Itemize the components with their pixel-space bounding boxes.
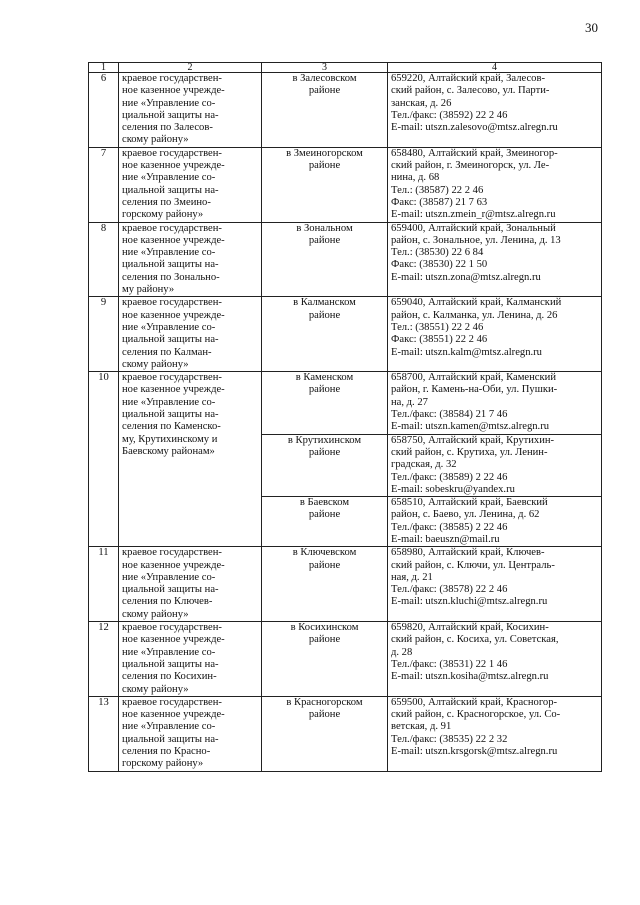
organization-name: краевое государствен- ное казенное учрежде- ние «Управление со- циальной защиты на- селения по Калман- скому району»	[119, 297, 262, 372]
district-name: в Калманском районе	[262, 297, 388, 372]
table-row	[89, 547, 602, 622]
column-header: 3	[262, 63, 388, 73]
organization-name: краевое государствен- ное казенное учрежде- ние «Управление со- циальной защиты на- селения по Змеино- горскому району»	[119, 147, 262, 222]
organization-name: краевое государствен- ное казенное учрежде- ние «Управление со- циальной защиты на- селения по Косихин- скому району»	[119, 622, 262, 697]
contact-address: 658700, Алтайский край, Каменский район, г. Камень-на-Оби, ул. Пушки- на, д. 27 Тел./факс: (38584) 21 7 46 E-mail: utszn.kamen@mtsz.alregn.ru	[388, 372, 602, 434]
row-number: 11	[89, 547, 119, 622]
table-row	[89, 297, 602, 372]
row-number: 10	[89, 372, 119, 547]
row-number: 8	[89, 222, 119, 297]
offices-table	[88, 62, 602, 772]
table-row	[89, 622, 602, 697]
table-header-row	[89, 63, 602, 73]
row-number: 12	[89, 622, 119, 697]
district-name: в Зональном районе	[262, 222, 388, 297]
column-header: 2	[119, 63, 262, 73]
organization-name: краевое государствен- ное казенное учрежде- ние «Управление со- циальной защиты на- селения по Красно- горскому району»	[119, 696, 262, 771]
table-row	[89, 73, 602, 148]
organization-name: краевое государствен- ное казенное учрежде- ние «Управление со- циальной защиты на- селения по Зонально- му району»	[119, 222, 262, 297]
row-number: 9	[89, 297, 119, 372]
row-number: 7	[89, 147, 119, 222]
contact-address: 658510, Алтайский край, Баевский район, с. Баево, ул. Ленина, д. 62 Тел./факс: (38585) 2 22 46 E-mail: baeuszn@mail.ru	[388, 497, 602, 547]
district-name: в Залесовском районе	[262, 73, 388, 148]
table-row	[89, 696, 602, 771]
page-number: 30	[585, 20, 598, 35]
contact-address: 659040, Алтайский край, Калманский район, с. Калманка, ул. Ленина, д. 26 Тел.: (38551) 22 2 46 Факс: (38551) 22 2 46 E-mail: utszn.kalm@mtsz.alregn.ru	[388, 297, 602, 372]
contact-address: 659400, Алтайский край, Зональный район, с. Зональное, ул. Ленина, д. 13 Тел.: (38530) 22 6 84 Факс: (38530) 22 1 50 E-mail: utszn.zona@mtsz.alregn.ru	[388, 222, 602, 297]
organization-name: краевое государствен- ное казенное учрежде- ние «Управление со- циальной защиты на- селения по Каменско- му, Крутихинскому и Баевскому районам»	[119, 372, 262, 547]
organization-name: краевое государствен- ное казенное учрежде- ние «Управление со- циальной защиты на- селения по Ключев- скому району»	[119, 547, 262, 622]
organization-name: краевое государствен- ное казенное учрежде- ние «Управление со- циальной защиты на- селения по Залесов- скому району»	[119, 73, 262, 148]
table-row	[89, 372, 602, 434]
contact-address: 659500, Алтайский край, Красногор- ский район, с. Красногорское, ул. Со- ветская, д. 91 Тел./факс: (38535) 22 2 32 E-mail: utszn.krsgorsk@mtsz.alregn.ru	[388, 696, 602, 771]
district-name: в Змеиногорском районе	[262, 147, 388, 222]
district-name: в Крутихинском районе	[262, 434, 388, 496]
column-header: 1	[89, 63, 119, 73]
contact-address: 658980, Алтайский край, Ключев- ский район, с. Ключи, ул. Централь- ная, д. 21 Тел./факс: (38578) 22 2 46 E-mail: utszn.kluchi@mtsz.alregn.ru	[388, 547, 602, 622]
table-row	[89, 147, 602, 222]
row-number: 13	[89, 696, 119, 771]
row-number: 6	[89, 73, 119, 148]
table-body	[89, 73, 602, 772]
contact-address: 659820, Алтайский край, Косихин- ский район, с. Косиха, ул. Советская, д. 28 Тел./факс: (38531) 22 1 46 E-mail: utszn.kosiha@mtsz.alregn.ru	[388, 622, 602, 697]
column-header: 4	[388, 63, 602, 73]
contact-address: 658750, Алтайский край, Крутихин- ский район, с. Крутиха, ул. Ленин- градская, д. 32 Тел./факс: (38589) 2 22 46 E-mail: sobeskru@yandex.ru	[388, 434, 602, 496]
district-name: в Косихинском районе	[262, 622, 388, 697]
district-name: в Ключевском районе	[262, 547, 388, 622]
contact-address: 658480, Алтайский край, Змеиногор- ский район, г. Змеиногорск, ул. Ле- нина, д. 68 Тел.: (38587) 22 2 46 Факс: (38587) 21 7 63 E-mail: utszn.zmein_r@mtsz.alregn.ru	[388, 147, 602, 222]
district-name: в Баевском районе	[262, 497, 388, 547]
contact-address: 659220, Алтайский край, Залесов- ский район, с. Залесово, ул. Парти- занская, д. 26 Тел./факс: (38592) 22 2 46 E-mail: utszn.zalesovo@mtsz.alregn.ru	[388, 73, 602, 148]
district-name: в Красногорском районе	[262, 696, 388, 771]
district-name: в Каменском районе	[262, 372, 388, 434]
table-row	[89, 222, 602, 297]
